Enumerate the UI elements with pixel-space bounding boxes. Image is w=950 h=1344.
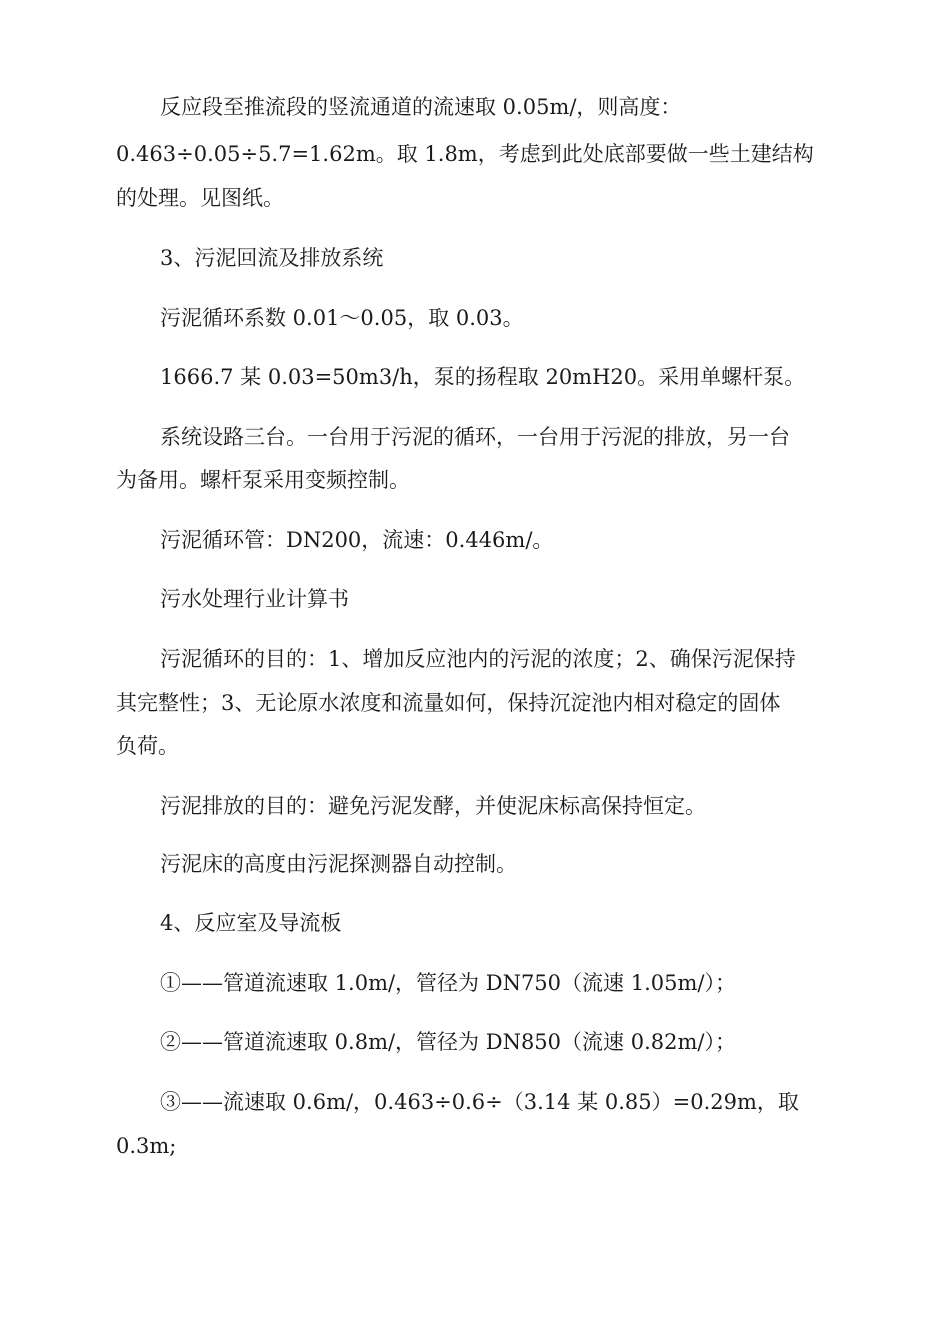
text-line: ③——流速取 0.6m/，0.463÷0.6÷（3.14 某 0.85）=0.29m，取 [160, 1090, 799, 1114]
section-heading: 3、污泥回流及排放系统 [160, 246, 384, 270]
text-line: ①——管道流速取 1.0m/，管径为 DN750（流速 1.05m/）； [160, 971, 736, 995]
section-heading: 4、反应室及导流板 [160, 911, 342, 935]
text-line: 污泥床的高度由污泥探测器自动控制。 [160, 852, 517, 876]
text-line: 1666.7 某 0.03=50m3/h，泵的扬程取 20mH20。采用单螺杆泵。 [160, 365, 806, 389]
text-line: 0.463÷0.05÷5.7=1.62m。取 1.8m，考虑到此处底部要做一些土建结构 [116, 142, 814, 166]
text-line: ②——管道流速取 0.8m/，管径为 DN850（流速 0.82m/）； [160, 1030, 736, 1054]
text-line: 污泥循环系数 0.01～0.05，取 0.03。 [160, 306, 524, 330]
text-line: 污泥循环的目的：1、增加反应池内的污泥的浓度；2、确保污泥保持 [160, 647, 796, 671]
text-line: 的处理。见图纸。 [116, 186, 284, 210]
text-line: 负荷。 [116, 734, 179, 758]
text-line: 其完整性；3、无论原水浓度和流量如何，保持沉淀池内相对稳定的固体 [116, 691, 781, 715]
text-line: 污泥排放的目的：避免污泥发酵，并使泥床标高保持恒定。 [160, 794, 706, 818]
text-line: 0.3m; [116, 1134, 177, 1158]
text-line: 污泥循环管：DN200，流速：0.446m/。 [160, 528, 554, 552]
text-line: 反应段至推流段的竖流通道的流速取 0.05m/，则高度： [160, 95, 682, 119]
section-heading: 污水处理行业计算书 [160, 587, 349, 611]
text-line: 系统设路三台。一台用于污泥的循环，一台用于污泥的排放，另一台 [160, 425, 790, 449]
text-line: 为备用。螺杆泵采用变频控制。 [116, 468, 410, 492]
